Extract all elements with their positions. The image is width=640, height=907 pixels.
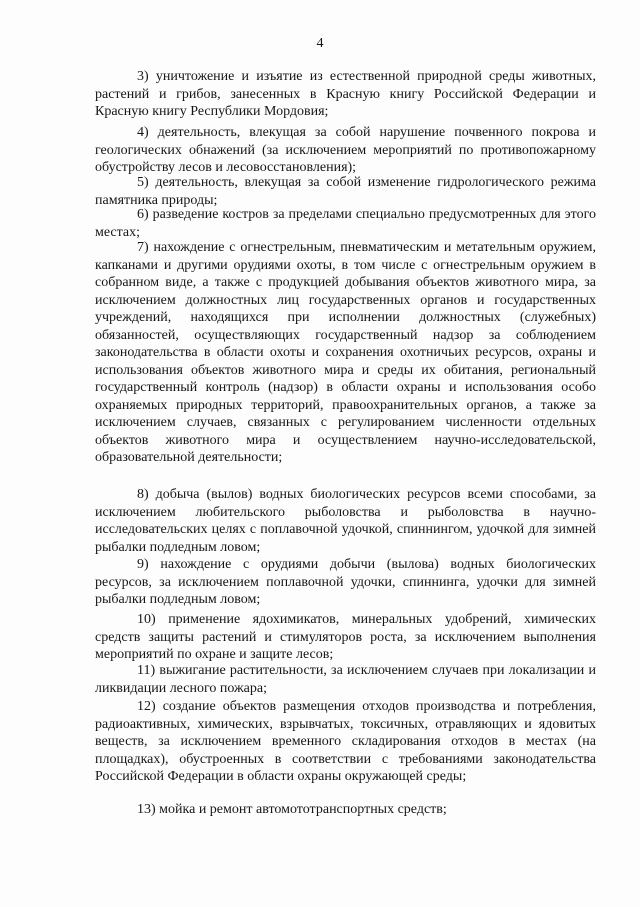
list-item-4: 4) деятельность, влекущая за собой нарушение почвенного покрова и геологических обнажений (за исключением мероприятий по противопожарному обустройству лесов и лесовосстановления); (95, 125, 596, 175)
list-item-10: 10) применение ядохимикатов, минеральных удобрений, химических средств защиты растений и стимуляторов роста, за исключением выполнения мероприятий по охране и защите лесов; (95, 612, 596, 662)
list-item-9: 9) нахождение с орудиями добычи (вылова) водных биологических ресурсов, за исключением поплавочной удочки, спиннинга, удочки для зимней рыбалки подледным ловом; (95, 557, 596, 607)
list-item-6: 6) разведение костров за пределами специально предусмотренных для этого местах; (95, 207, 596, 240)
list-item-8: 8) добыча (вылов) водных биологических ресурсов всеми способами, за исключением любительского рыболовства и рыболовства в научно-исследовательских целях с поплавочной удочкой, спиннингом, удочкой для зимней рыбалки подледным ловом; (95, 487, 596, 555)
list-item-12: 12) создание объектов размещения отходов производства и потребления, радиоактивных, химических, взрывчатых, токсичных, отравляющих и ядовитых веществ, за исключением временного складирования отходов в местах (на площадках), обустроенных в соответствии с требованиями законодательства Российской Федерации в области охраны окружающей среды; (95, 699, 596, 784)
list-item-7: 7) нахождение с огнестрельным, пневматическим и метательным оружием, капканами и другими орудиями охоты, в том числе с огнестрельным оружием в собранном виде, а также с продукцией добывания объектов животного мира, за исключением должностных лиц государственных органов и государственных учреждений, находящихся при исполнении должностных (служебных) обязанностей, осуществляющих государственный надзор за соблюдением законодательства в области охоты и сохранения охотничьих ресурсов, охраны и использования объектов животного мира и среды их обитания, региональный государственный контроль (надзор) в области охраны и использования особо охраняемых природных территорий, правоохранительных органов, а также за исключением случаев, связанных с регулированием численности отдельных объектов животного мира и осуществлением научно-исследовательской, образовательной деятельности; (95, 240, 596, 465)
list-item-5: 5) деятельность, влекущая за собой изменение гидрологического режима памятника природы; (95, 175, 596, 208)
page-number: 4 (316, 36, 324, 51)
list-item-13: 13) мойка и ремонт автомототранспортных средств; (137, 802, 447, 817)
list-item-11: 11) выжигание растительности, за исключением случаев при локализации и ликвидации лесного пожара; (95, 663, 596, 696)
list-item-3: 3) уничтожение и изъятие из естественной природной среды животных, растений и грибов, занесенных в Красную книгу Российской Федерации и Красную книгу Республики Мордовия; (95, 69, 596, 119)
